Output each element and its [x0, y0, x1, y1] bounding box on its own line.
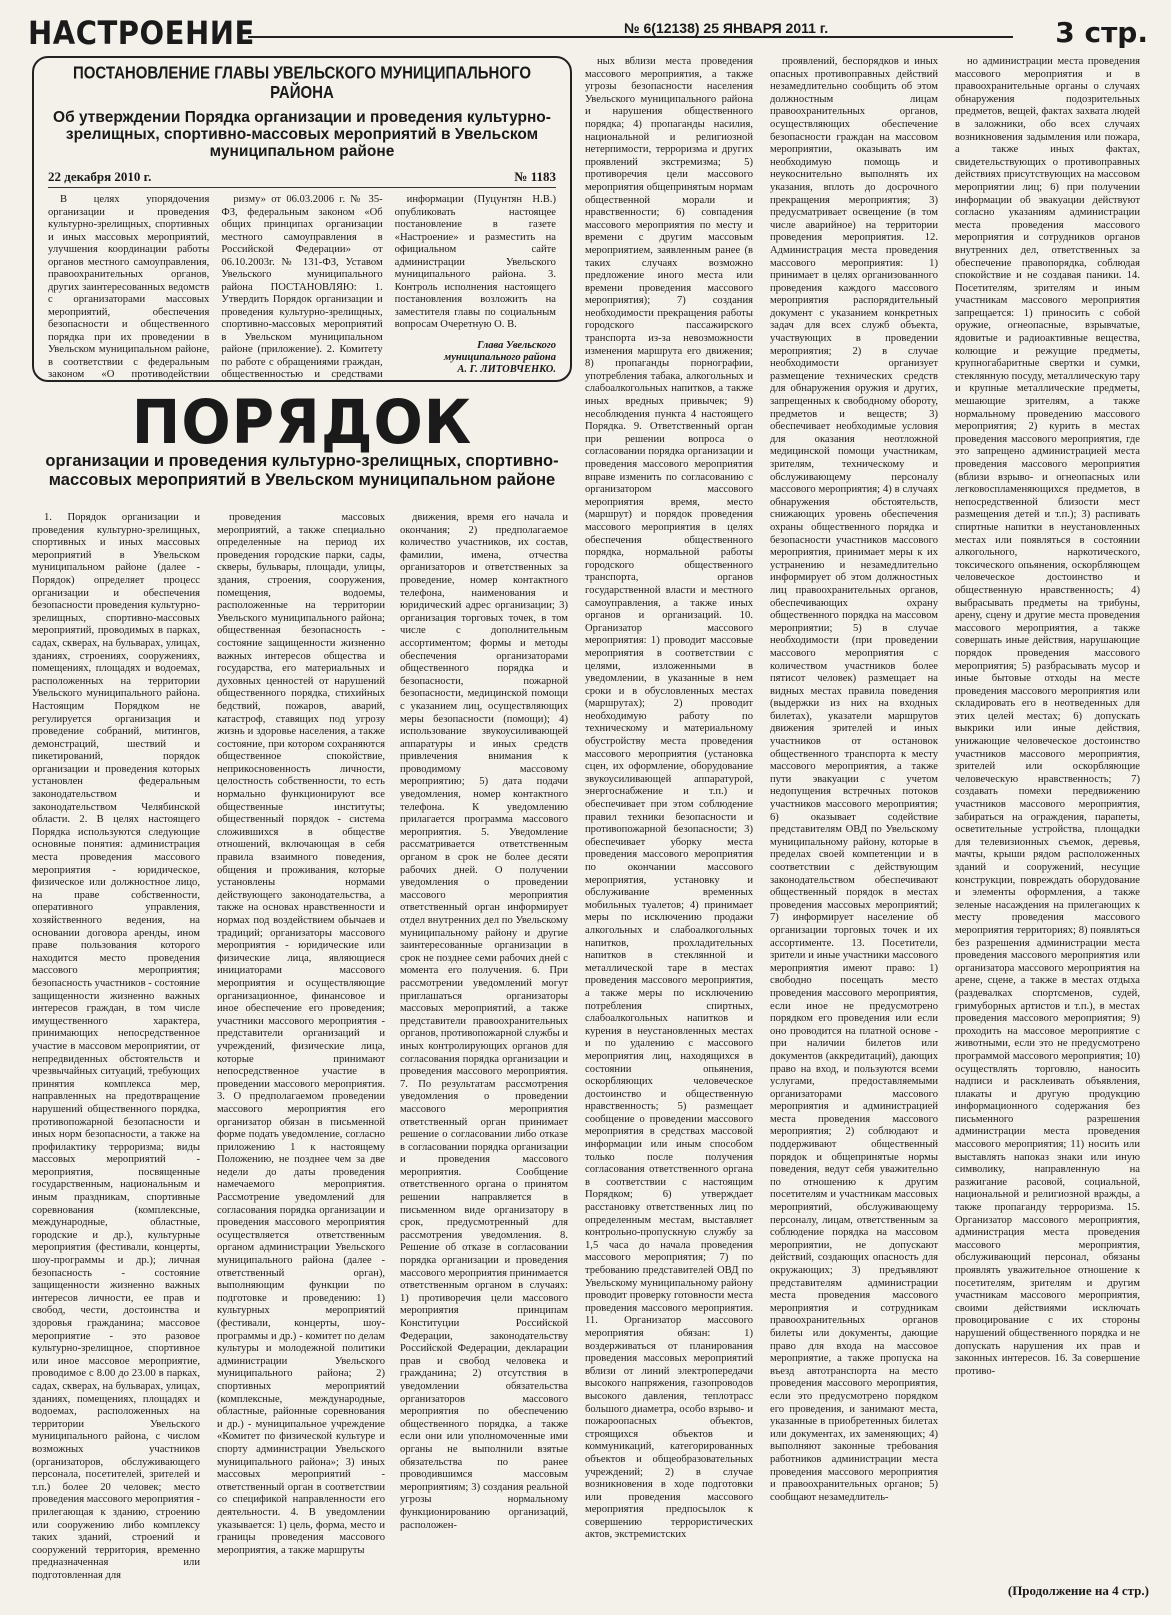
decree-col-2	[221, 194, 382, 382]
signature-name: А. Г. ЛИТОВЧЕНКО.	[457, 363, 556, 375]
article-column-4	[585, 56, 753, 1596]
decree-paragraph: информации (Пуцунтян Н.В.) опубликовать настоящее постановление в газете «Настроение» и разместить на официальном сайте администрации Увельского муниципального района. 3. Контроль исполнения настоящего постановления возложить на заместителя главы по социальным вопросам Очеретную О. В.	[394, 194, 556, 330]
decree-kicker: ПОСТАНОВЛЕНИЕ ГЛАВЫ УВЕЛЬСКОГО МУНИЦИПАЛЬНОГО РАЙОНА	[72, 63, 532, 103]
decree-paragraph: В целях упорядочения организации и проведения культурно-зрелищных, спортивных и иных массовых мероприятий, улучшения координации работы органов местного самоуправления, правоохранительных органов, других заинтересованных ведомств с организаторами массовых мероприятий, обеспечения безопасности и общественного порядка при их проведении в Увельском муниципальном районе, в соответствии с федеральным законом «О противодействии	[48, 194, 210, 380]
header-rule	[248, 36, 1013, 38]
decree-title: Об утверждении Порядка организации и проведения культурно-зрелищных, спортивно-массовых мероприятий в Увельском муниципальном районе	[53, 109, 551, 160]
article-text: движения, время его начала и окончания; 2) предполагаемое количество участников, их состав, фамилии, имена, отчества организаторов и ответственных за проведение, номер контактного телефона, наименования и юридический адрес организации; 3) организация торговых точек, в том числе с дополнительным ассортиментом; формы и методы обеспечения организаторами общественного порядка и безопасности, пожарной безопасности, медицинской помощи с указанием лиц, осуществляющих меры безопасности (помощи); 4) использование звукоусиливающей аппаратуры и иных средств привлечения внимания к проводимому массовому мероприятию; 5) дата подачи уведомления, номер контактного телефона. К уведомлению прилагается программа массового мероприятия. 5. Уведомление рассматривается ответственным органом в срок не более десяти рабочих дней. О получении уведомления о проведении массового мероприятия ответственный орган информирует отдел внутренних дел по Увельскому муниципальному району и другие заинтересованные организации в срок не позднее семи рабочих дней с момента его получения. 6. При рассмотрении уведомлений могут приглашаться организаторы массовых мероприятий, а также представители правоохранительных органов, противопожарной службы и иных контролирующих органов для согласования порядка организации и проведения массового мероприятия. 7. По результатам рассмотрения уведомления о проведении массового мероприятия ответственный орган принимает решение о согласовании либо отказе в согласовании порядка организации и проведения массового мероприятия. Сообщение ответственного органа о принятом решении направляется в письменном виде организатору в срок, предусмотренный для рассмотрения уведомления. 8. Решение об отказе в согласовании порядка организации и проведения массового мероприятия принимается ответственным органом в случаях: 1) противоречия цели массового мероприятия принципам Конституции Российской Федерации, законодательству Российской Федерации, декларации прав и свобод человека и гражданина; 2) отсутствия в уведомлении обязательства организаторов массового мероприятия по обеспечению общественного порядка, а также если они или уполномоченные ими органы не выполнили взятые обязательства по ранее проводившимся массовым мероприятиям; 3) создания реальной угрозы нормальному функционированию организаций, расположен-	[400, 512, 568, 1531]
issue-info: № 6(12138) 25 ЯНВАРЯ 2011 г.	[618, 20, 834, 36]
signature-line: Глава Увельского	[477, 339, 556, 351]
section-name: НАСТРОЕНИЕ	[28, 14, 255, 52]
article-text: 1. Порядок организации и проведения культурно-зрелищных, спортивных и иных массовых мероприятий в Увельском муниципальном районе (далее - Порядок) определяет процесс организации и обеспечения безопасности проведения культурно-зрелищных, спортивно-массовых мероприятий, проводимых в парках, садах, скверах, на бульварах, улицах, зданиях, строениях, сооружениях, помещениях, площадях и водоемах, расположенных на территории Увельского муниципального района. Настоящим Порядком не регулируется организация и проведение собраний, митингов, демонстраций, шествий и пикетирований, порядок организации и проведения которых установлен федеральным законодательством и законодательством Челябинской области. 2. В целях настоящего Порядка используются следующие основные понятия: администрация места проведения массового мероприятия - юридическое, физическое или должностное лицо, на праве собственности, оперативного управления, хозяйственного ведения, на основании договора аренды, ином праве пользования которого находится место проведения массового мероприятия; безопасность участников - состояние защищенности жизненно важных интересов граждан, в том числе имущественного характера, принимающих непосредственное участие в массовом мероприятии, от непредвиденных обстоятельств и чрезвычайных ситуаций, требующих принятия комплекса мер, направленных на предотвращение нарушений общественного порядка, противопожарной безопасности и иных норм безопасности, а также на профилактику терроризма; виды массовых мероприятий - мероприятия, посвященные государственным, национальным и иным праздникам, спортивные соревнования (комплексные, международные, областные, городские и др.), культурные мероприятия (фестивали, концерты, шоу-программы и др.); личная безопасность - состояние защищенности жизненно важных интересов личности, ее прав и свобод, чести, достоинства и здоровья гражданина; массовое мероприятие - это разовое культурно-зрелищное, спортивное или иное массовое мероприятие, проводимое с 8.00 до 23.00 в парках, садах, скверах, на бульварах, улицах, зданиях, помещениях, площадях и водоемах, расположенных на территории Увельского муниципального района, с числом возможных участников (организаторов, обслуживающего персонала, посетителей, зрителей и т.п.) более 20 человек; место проведения массового мероприятия - прилегающая к зданию, строению или сооружению либо комплексу таких зданий, строений и сооружений территория, временно предназначенная или подготовленная для	[32, 512, 200, 1581]
article-text: проведения массовых мероприятий, а также специально определенные на период их проведения городские парки, сады, скверы, бульвары, площади, улицы, здания, строения, сооружения, помещения, водоемы, расположенные на территории Увельского муниципального района; общественная безопасность - состояние защищенности жизненно важных интересов общества и государства, его материальных и духовных ценностей от нарушений общественного порядка, стихийных бедствий, пожаров, аварий, катастроф, ставящих под угрозу жизнь и здоровье населения, а также состояние, при котором сохраняются общественное спокойствие, неприкосновенность личности, целостность собственности, то есть нормально функционируют все общественные институты; общественный порядок - система сложившихся в обществе отношений, включающая в себя правила взаимного поведения, общения и проживания, которые установлены нормами действующего законодательства, а также на основах нравственности и нормах под воздействием обычаев и традиций; организаторы массового мероприятия - юридические или физические лица, являющиеся инициаторами массового мероприятия и осуществляющие организационное, финансовое и иное обеспечение его проведения; участники массового мероприятия - представители организаций и учреждений, физические лица, которые принимают непосредственное участие в проведении массового мероприятия. 3. О предполагаемом проведении массового мероприятия его организатор обязан в письменной форме подать уведомление, согласно приложению 1 к настоящему Положению, не позднее чем за две недели до даты проведения намечаемого мероприятия. Рассмотрение уведомлений для согласования порядка организации и проведения массового мероприятия осуществляется ответственным органом администрации Увельского муниципального района (далее - ответственный орган), выполняющим функции по подготовке и проведению: 1) культурных мероприятий (фестивали, концерты, шоу-программы и др.) - комитет по делам культуры и молодежной политики администрации Увельского муниципального района; 2) спортивных мероприятий (комплексные, международные, областные, районные соревнования и др.) - муниципальное учреждение «Комитет по физической культуре и спорту администрации Увельского муниципального района»; 3) иных массовых мероприятий - ответственный орган в соответствии со спецификой направленности его деятельности. 4. В уведомлении указывается: 1) цель, форма, место и границы проведения массового мероприятия, а также маршруты	[217, 512, 385, 1556]
article-text: но администрации места проведения массового мероприятия и в правоохранительные органы о случаях обнаружения подозрительных предметов, вещей, фактах захвата людей в заложники, обо всех случаях возникновения задымления или пожара, а также иных фактах, свидетельствующих о противоправных действиях присутствующих на массовом мероприятии лиц; 6) при получении информации об эвакуации действуют согласно указаниям администрации места проведения массового мероприятия и сотрудников органов внутренних дел, ответственных за обеспечение правопорядка, соблюдая спокойствие и не создавая паники. 14. Посетителям, зрителям и иным участникам массового мероприятия запрещается: 1) приносить с собой оружие, огнеопасные, взрывчатые, ядовитые и радиоактивные вещества, колющие и режущие предметы, крупногабаритные свертки и сумки, стеклянную посуду, металлическую тару и крупные металлические предметы, мешающие зрителям, а также нормальному проведению массового мероприятия; 2) курить в местах проведения массового мероприятия, где это запрещено администрацией места проведения массового мероприятия (вблизи взрыво- и огнеопасных или легковоспламеняющихся предметов, в непосредственной близости мест размещения детей и т.п.); 3) распивать спиртные напитки в неустановленных местах или появляться в состоянии алкогольного, наркотического, токсического опьянения, оскорбляющем человеческое достоинство и общественную нравственность; 4) выбрасывать предметы на трибуны, арену, сцену и другие места проведения массового мероприятия, а также совершать иные действия, нарушающие порядок проведения массового мероприятия; 5) разбрасывать мусор и иные бытовые отходы на месте проведения массового мероприятия или складировать его в неотведенных для этих целей местах; 6) допускать выкрики или иные действия, унижающие человеческое достоинство участников массового мероприятия, зрителей или оскорбляющие человеческую нравственность; 7) создавать помехи передвижению участников массового мероприятия, забираться на ограждения, парапеты, осветительные устройства, площадки для телевизионных съемок, деревья, мачты, крыши рядом расположенных зданий и сооружений, несущие конструкции, повреждать оборудование и элементы оформления, а также зеленые насаждения на прилегающих к месту проведения массового мероприятия территориях; 8) появляться без разрешения администрации места проведения массового мероприятия или организатора массового мероприятия на арене, сцене, а также в местах отдыха (раздевалках спортсменов, судей, гримуборных артистов и т.п.), в местах проведения массового мероприятия; 9) проходить на массовое мероприятие с животными, если это не предусмотрено программой массового мероприятия; 10) осуществлять торговлю, наносить надписи и расклеивать объявления, плакаты и другую продукцию информационного содержания без письменного разрешения администрации места проведения массового мероприятия; 11) носить или выставлять напоказ знаки или иную символику, направленную на разжигание расовой, социальной, национальной и религиозной вражды, а также пропаганду терроризма. 15. Организатор массового мероприятия, администрация места проведения массового мероприятия, обслуживающий персонал, обязаны проявлять уважительное отношение к посетителям, зрителям и другим участникам массового мероприятия, своими действиями исключать провоцирование с их стороны нарушений общественного порядка и не допускать нарушения их прав и законных интересов. 16. За совершение противо-	[955, 56, 1140, 1377]
article-column-6	[955, 56, 1140, 1566]
article-column-2	[217, 512, 385, 1592]
article-text: проявлений, беспорядков и иных опасных противоправных действий незамедлительно сообщить об этом должностным лицам правоохранительных органов, осуществляющих обеспечение безопасности граждан на массовом мероприятии, оказывать им необходимую помощь и неукоснительно выполнять их указания, вплоть до досрочного прекращения мероприятия; 3) предусматривает освещение (в том числе аварийное) на территории проведения мероприятия. 12. Администрация места проведения массового мероприятия: 1) принимает в целях организованного проведения каждого массового мероприятия распорядительный документ с указанием конкретных задач для всех служб объекта, участвующих в проведении мероприятия; 2) в случае необходимости организует размещение технических средств для обнаружения оружия и других, запрещенных к свободному обороту, предметов и веществ; 3) обеспечивает необходимые условия для оказания неотложной медицинской помощи участникам, зрителям, техническому и обслуживающему персоналу массового мероприятия; 4) в случаях обнаружения обстоятельств, снижающих уровень обеспечения охраны общественного порядка и безопасности участников массового мероприятия, принимает меры к их устранению и незамедлительно информирует об этом должностных лиц правоохранительных органов, обеспечивающих охрану общественного порядка на массовом мероприятии; 5) в случае необходимости (при проведении массового мероприятия с количеством участников более пятисот человек) размещает на видных местах правила поведения (выдержки из них на входных билетах), указатели маршрутов движения зрителей и иных участников от остановок общественного транспорта к месту массового мероприятия, а также пути эвакуации с учетом недопущения встречных потоков участников массового мероприятия; 6) оказывает содействие представителям ОВД по Увельскому муниципальному району, которые в пределах своей компетенции и в соответствии с действующим законодательством обеспечивают общественный порядок в местах проведения массовых мероприятий; 7) информирует население об организации торговых точек и их ассортименте. 13. Посетители, зрители и иные участники массового мероприятия имеют право: 1) свободно посещать место проведения массового мероприятия, если иное не предусмотрено порядком его проведения или если оно проводится на платной основе - при наличии билетов или документов (аккредитаций), дающих право на вход, и пользуются всеми услугами, предоставляемыми организаторами массового мероприятия и администрацией места проведения массового мероприятия; 2) соблюдают и поддерживают общественный порядок и общепринятые нормы поведения, ведут себя уважительно по отношению к другим посетителям и участникам массовых мероприятий, обслуживающему персоналу, лицам, ответственным за соблюдение порядка на массовом мероприятии, не допускают действий, создающих опасность для окружающих; 3) предъявляют представителям администрации места проведения массового мероприятия и сотрудникам правоохранительных органов билеты или документы, дающие право для входа на массовое мероприятие, а также пропуска на въезд автотранспорта на место проведения массового мероприятия, если это предусмотрено порядком его проведения, и занимают места, указанные в приобретенных билетах или документах, их заменяющих; 4) выполняют законные требования работников администрации места проведения массового мероприятия и правоохранительных органов; 5) сообщают незамедлитель-	[770, 56, 938, 1503]
continued-note: (Продолжение на 4 стр.)	[1007, 1583, 1149, 1598]
order-subheading: организации и проведения культурно-зрелищных, спортивно-массовых мероприятий в Увельском муниципальном районе	[45, 452, 559, 489]
article-column-3	[400, 512, 568, 1592]
page-number: 3 стр.	[1055, 16, 1148, 49]
decree-number: № 1183	[514, 169, 556, 184]
decree-columns	[48, 194, 556, 382]
masthead	[28, 16, 1148, 52]
article-column-1	[32, 512, 200, 1592]
article-text: ных вблизи места проведения массового мероприятия, а также угрозы безопасности населения Увельского муниципального района и нарушения общественного порядка; 4) пропаганды насилия, национальной и религиозной нетерпимости, терроризма и других проявлений экстремизма; 5) противоречия цели массового мероприятия общепринятым нормам общественной морали и нравственности; 6) совпадения массового мероприятия по месту и времени с другим массовым мероприятием, заявленным ранее (в таких случаях возможно предложение иного места или времени проведения массового мероприятия); 7) создания необходимости прекращения работы городского пассажирского транспорта из-за невозможности изменения маршрута его движения; 8) пропаганды порнографии, употребления табака, алкогольных и слабоалкогольных напитков, а также иных вредных привычек; 9) несоблюдения пункта 4 настоящего Порядка. 9. Ответственный орган при решении вопроса о согласовании порядка организации и проведения массового мероприятия вправе изменить по согласованию с организатором массового мероприятия время, место (маршрут) и порядок проведения массового мероприятия в целях обеспечения общественного порядка, нормальной работы городского общественного транспорта, органов государственной власти и местного самоуправления, а также иных органов и организаций. 10. Организатор массового мероприятия: 1) проводит массовые мероприятия в соответствии с целями, изложенными в уведомлении, в указанные в нем сроки и в обусловленных местах (маршрутах); 2) проводит необходимую работу по техническому и материальному обустройству места проведения массового мероприятия (установка сцен, их оформление, оборудование звукоусиливающей аппаратурой, энергоснабжение и т.п.) и обеспечивает при этом соблюдение правил техники безопасности и противопожарной безопасности; 3) обеспечивает уборку места проведения массового мероприятия по окончании массового мероприятия, установку и обслуживание временных мобильных туалетов; 4) принимает меры по исключению продажи алкогольных и слабоалкогольных напитков, прохладительных напитков в стеклянной и металлической таре в местах проведения массового мероприятия, а также меры по исключению потребления спиртных, слабоалкогольных напитков и курения в неустановленных местах и по удалению с массового мероприятия лиц, находящихся в состоянии опьянения, оскорбляющих человеческое достоинство и общественную нравственность; 5) размещает сообщение о проведении массового мероприятия в средствах массовой информации или иным способом только после получения согласования ответственного органа в соответствии с настоящим Порядком; 6) утверждает расстановку ответственных лиц по определенным местам, выставляет контрольно-пропускную службу за 1,5 часа до начала проведения массового мероприятия; 7) по требованию представителей ОВД по Увельскому муниципальному району проводит проверку готовности места проведения массового мероприятия. 11. Организатор массового мероприятия обязан: 1) воздерживаться от планирования проведения массовых мероприятий вблизи от линий электропередачи высокого напряжения, газопроводов высокого давления, теплотрасс большого диаметра, особо взрыво- и пожароопасных объектов, строящихся объектов и коммуникаций, категорированных объектов и общеобразовательных учреждений; 2) в случае возникновения в ходе подготовки или проведения массового мероприятия предпосылок к совершению террористических актов, экстремистских	[585, 56, 753, 1541]
signature-line: муниципального района	[444, 351, 556, 363]
article-column-5	[770, 56, 938, 1596]
decree-col-3	[395, 194, 556, 382]
decree-col-1	[48, 194, 209, 382]
decree-meta	[48, 169, 556, 188]
order-heading: ПОРЯДОК	[131, 386, 473, 458]
decree-paragraph: ризму» от 06.03.2006 г. № 35-ФЗ, федеральным законом «Об общих принципах организации местного самоуправления в Российской Федерации» от 06.10.2003г. № 131-ФЗ, Уставом Увельского муниципального района ПОСТАНОВЛЯЮ: 1. Утвердить Порядок организации и проведения культурно-зрелищных, спортивно-массовых мероприятий в Увельском муниципальном районе (приложение). 2. Комитету по работе с обращениями граждан, общественностью и средствами	[221, 194, 383, 380]
signature-block	[395, 340, 556, 376]
decree-date: 22 декабря 2010 г.	[48, 169, 152, 184]
decree-box	[32, 56, 572, 382]
